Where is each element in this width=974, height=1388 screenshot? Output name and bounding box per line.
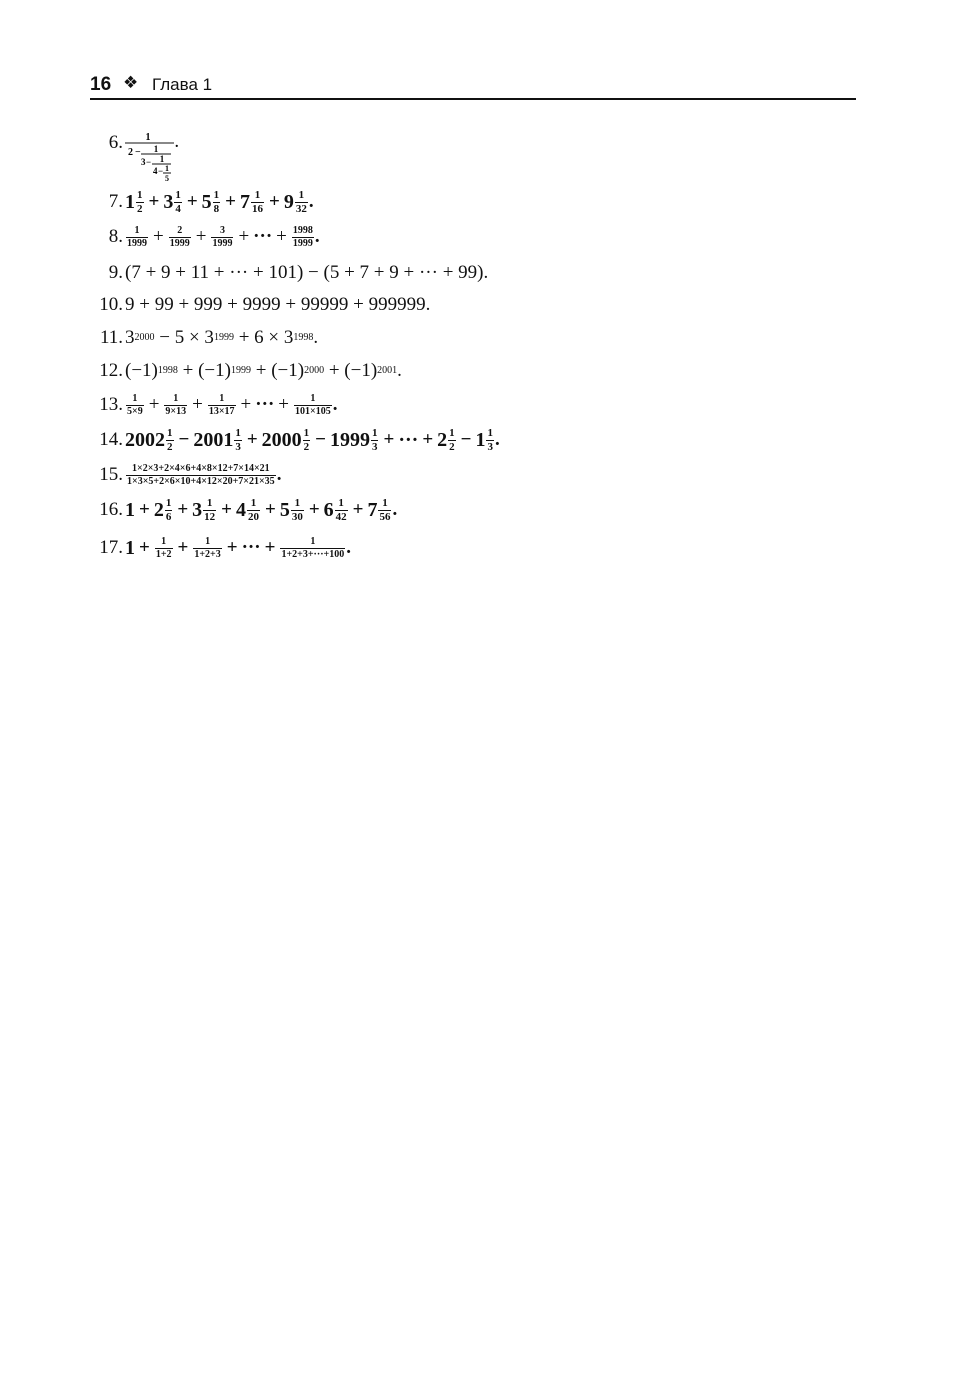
expression: (−1) 1998 + (−1) 1999 + (−1) 2000 + (−1) 2001 . [125,360,402,381]
plus-sign: + [250,360,272,381]
period: . [346,537,351,558]
whole-number: 2 [153,498,164,521]
expression [125,428,500,453]
denominator: 1×3×5+2×6×10+4×12×20+7×21×35 [127,475,275,487]
fraction [303,428,311,453]
power-base: (−1) [198,360,231,381]
fraction [280,537,345,560]
fraction [448,428,456,453]
plus-sign: + [148,394,160,415]
chapter-title: Глава 1 [152,75,213,94]
plus-sign: + [240,394,252,415]
whole-number: 7 [239,190,250,213]
fraction [126,394,144,417]
period: . [332,394,338,415]
fraction [208,394,236,417]
ornament-icon: ❖ [123,73,139,93]
whole-number: 5 [201,190,212,213]
plus-sign: + [352,499,364,520]
plus-sign: + [195,226,207,247]
whole-number: ··· [398,428,419,451]
fraction [164,394,187,417]
denominator: 42 [335,510,347,523]
plus-sign: + [264,537,276,558]
expression [125,226,320,249]
plus-sign: + [264,499,276,520]
numerator: 1 [173,392,179,404]
plus-sign: + [221,499,232,520]
fraction [203,498,216,523]
plus-sign: + [268,191,280,212]
fraction [193,537,221,560]
exercise-number: 16. [99,499,123,520]
cf-four: 4 [153,166,158,176]
numerator: 1 [205,535,211,547]
denominator: 3 [487,440,493,453]
exercise-number: 15. [99,464,123,485]
plus-sign: + [177,537,189,558]
period: . [314,226,320,247]
plus-sign: + [177,499,189,520]
fraction [292,226,314,249]
cf-minus-2: − [146,157,152,167]
cf-minus-3: − [158,166,164,176]
whole-number: 1 [125,536,135,559]
denominator: 1999 [127,237,147,249]
expression [125,537,351,560]
power-base: (−1) [271,360,305,381]
denominator: 2 [449,440,455,453]
fraction [126,226,148,249]
exercise-8 [90,222,320,252]
plus-sign: + [186,191,198,212]
numerator: 1 [449,426,455,439]
fraction [291,498,304,523]
fraction [126,464,276,487]
numerator: 1 [175,188,181,201]
continued-fraction [124,131,184,183]
cf-three: 3 [141,157,146,167]
numerator: 1 [254,188,261,201]
expression [125,464,281,487]
numerator: 1 [161,535,167,547]
exercise-number: 17. [99,537,123,558]
whole-number: 3 [192,498,203,521]
numerator: 1 [213,188,220,201]
numerator: 1 [235,426,241,439]
denominator: 9×13 [165,405,187,417]
whole-number: 9 [283,190,294,213]
exercise-10 [90,290,430,320]
numerator: 1 [294,496,301,509]
numerator: 1 [219,392,225,404]
denominator: 32 [295,202,307,215]
operator: − [315,429,326,450]
plus-sign: + [276,226,287,247]
denominator: 13×17 [208,405,235,417]
denominator: 1+2 [155,548,172,560]
expression: 9 + 99 + 999 + 9999 + 99999 + 999999. [125,294,431,315]
denominator: 16 [251,202,263,215]
denominator: 3 [235,440,241,453]
numerator: 1 [338,496,344,509]
exercise-13 [90,390,337,420]
fraction [169,226,191,249]
plus-sign: + [139,537,150,558]
fraction [234,428,242,453]
power-base: 3 [125,327,135,348]
whole-number: 3 [163,190,174,213]
plus-sign: + [308,499,320,520]
whole-number: 2002 [125,428,165,451]
numerator: 1 [371,426,378,439]
period: . [494,429,500,450]
power-base: (−1) [344,360,378,381]
plus-sign: + [153,226,164,247]
numerator: 1 [134,224,140,236]
period: . [313,327,319,348]
cf-num-4: 1 [165,164,169,173]
denominator: 1+2+3 [194,548,221,560]
whole-number: 6 [323,498,334,521]
fraction [295,190,308,215]
numerator: 1 [382,496,388,509]
exercise-number: 10. [99,294,123,315]
exercise-number: 9. [108,262,123,283]
denominator: 8 [213,202,220,215]
expression [125,190,314,215]
fraction [247,498,260,523]
expression: (7 + 9 + 11 + ··· + 101) − (5 + 7 + 9 + ··· + 99). [125,262,489,283]
ellipsis: ··· [255,394,275,415]
operator: + [422,429,434,450]
denominator: 2 [167,440,173,453]
period: . [276,464,282,485]
fraction [378,498,391,523]
whole-number: 1 [125,498,135,521]
fraction [335,498,348,523]
numerator: 1 [206,496,213,509]
denominator: 56 [379,510,391,523]
plus-sign: + [278,394,289,415]
operator: + [383,429,395,450]
denominator: 4 [175,202,181,215]
exercise-number: 12. [99,360,123,381]
period: . [308,191,314,212]
exercise-12 [90,356,402,386]
numerator: 2 [177,224,183,236]
exercise-7 [90,187,314,217]
exercise-number: 8. [108,226,123,247]
numerator: 1 [165,496,172,509]
period: . [392,499,398,520]
denominator: 2 [303,440,310,453]
numerator: 1×2×3+2×4×6+4×8×12+7×14×21 [132,462,270,474]
exercise-17 [90,533,351,563]
numerator: 1 [298,188,305,201]
exercise-number: 7. [108,191,123,212]
expression [125,394,337,417]
whole-number: 2000 [261,428,302,451]
fraction [166,428,174,453]
fraction [165,498,173,523]
plus-sign: + [238,226,250,247]
numerator: 1 [310,392,316,404]
denominator: 1999 [292,237,313,249]
plus-sign: + [139,499,150,520]
denominator: 30 [291,510,303,523]
denominator: 1+2+3+···+100 [281,548,345,560]
exercise-number: 11. [99,327,123,348]
numerator: 1 [487,426,493,439]
fraction [251,190,264,215]
exercise-14 [90,425,500,455]
numerator: 1 [132,392,138,404]
plus-sign: + [177,360,199,381]
cf-num-1: 1 [145,132,151,143]
denominator: 101×105 [295,405,331,417]
fraction [486,428,494,453]
whole-number: 1 [475,428,486,451]
whole-number: 4 [235,498,246,521]
fraction [211,226,233,249]
denominator: 3 [371,440,378,453]
expression: 3 2000 − 5 × 3 1999 + 6 × 3 1998 . [125,327,319,348]
numerator: 1 [167,426,173,439]
exercise-number: 13. [99,394,123,415]
power-base: (−1) [125,360,158,381]
fraction [155,537,173,560]
whole-number: 1999 [329,428,370,451]
numerator: 3 [219,224,225,236]
cf-dot: . [175,136,179,151]
fraction [136,190,144,215]
cf-num-3: 1 [159,154,165,164]
whole-number: 2 [437,428,448,451]
plus-sign: + [192,394,203,415]
numerator: 1 [137,188,143,201]
cf-five: 5 [165,174,169,183]
exercise-6 [90,128,125,158]
exercise-number: 14. [99,429,123,450]
plus-sign: + [148,191,160,212]
ellipsis: ··· [253,226,273,247]
exercise-number: 6. [108,132,123,153]
denominator: 2 [137,202,143,215]
whole-number: 2001 [193,428,234,451]
period: . [397,360,402,381]
term: − 5 × 3 [154,327,214,348]
numerator: 1 [250,496,257,509]
denominator: 1999 [212,237,233,249]
operator: − [178,429,190,450]
whole-number: 7 [367,498,378,521]
expression [125,498,397,523]
fraction [294,394,332,417]
denominator: 12 [204,510,216,523]
numerator: 1 [303,426,310,439]
page-header [90,72,856,100]
plus-sign: + [225,191,236,212]
cf-num-2: 1 [153,144,159,154]
fraction [213,190,221,215]
whole-number: 5 [279,498,290,521]
exercise-15 [90,460,281,490]
term: + 6 × 3 [233,327,294,348]
exercise-11 [90,323,318,353]
numerator: 1998 [292,224,313,236]
cf-minus-1: − [135,147,141,158]
fraction [174,190,182,215]
fraction [371,428,379,453]
operator: − [460,429,472,450]
ellipsis: ··· [241,537,261,558]
denominator: 5×9 [127,405,143,417]
denominator: 20 [247,510,259,523]
operator: + [246,429,258,450]
plus-sign: + [324,360,345,381]
denominator: 1999 [169,237,190,249]
numerator: 1 [310,535,316,547]
exercise-9 [90,258,488,288]
cf-two: 2 [128,147,133,158]
plus-sign: + [226,537,238,558]
page-number: 16 [90,74,112,95]
exercise-16 [90,495,397,525]
denominator: 6 [165,510,172,523]
whole-number: 1 [125,190,135,213]
